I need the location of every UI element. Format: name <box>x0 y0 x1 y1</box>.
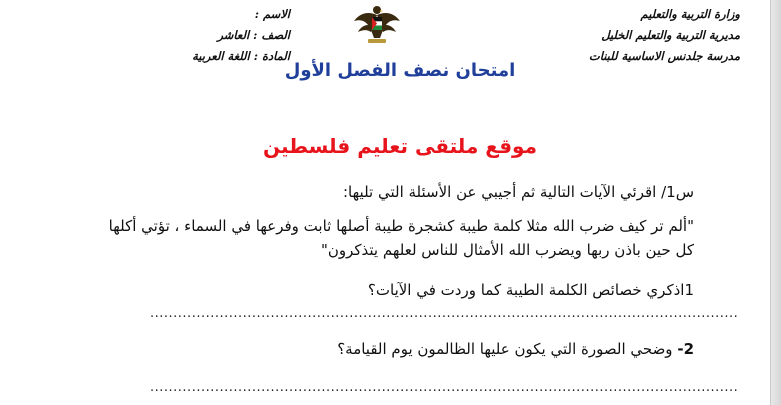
school-line: مدرسة جلدنس الاساسية للبنات <box>588 49 740 63</box>
answer-line-2[interactable]: ............................................................................................................................... <box>150 380 739 395</box>
site-title: موقع ملتقى تعليم فلسطين <box>263 134 537 158</box>
school-info-block <box>530 4 740 67</box>
student-name-line: الاسم : <box>254 7 290 21</box>
sub-question-2-text: وضحي الصورة التي يكون عليها الظالمون يوم القيامة؟ <box>337 340 678 358</box>
verse-line-2: كل حين باذن ربها ويضرب الله الأمثال للناس لعلهم يتذكرون" <box>320 241 694 259</box>
question-1-prompt: س1/ اقرئي الآيات التالية ثم أجيبي عن الأسئلة التي تليها: <box>343 183 694 201</box>
verse-line-1: "ألم تر كيف ضرب الله مثلا كلمة طيبة كشجرة طيبة أصلها ثابت وفرعها في السماء ، تؤتي أكلها <box>108 217 694 235</box>
window-scroll-edge <box>770 0 781 405</box>
palestinian-eagle-emblem-icon <box>352 1 402 47</box>
answer-line-1[interactable]: ............................................................................................................................... <box>150 306 739 321</box>
subject-line: المادة : اللغة العربية <box>192 49 290 63</box>
directorate-line: مديرية التربية والتعليم الخليل <box>601 28 740 42</box>
exam-title: امتحان نصف الفصل الأول <box>284 60 516 81</box>
sub-question-2 <box>337 340 694 358</box>
student-info-block <box>130 4 290 67</box>
sub-question-1: 1اذكري خصائص الكلمة الطيبة كما وردت في الآيات؟ <box>367 281 694 299</box>
grade-line: الصف : العاشر <box>217 28 290 42</box>
sub-question-2-number: 2- <box>677 340 694 358</box>
ministry-line: وزارة التربية والتعليم <box>640 7 740 21</box>
